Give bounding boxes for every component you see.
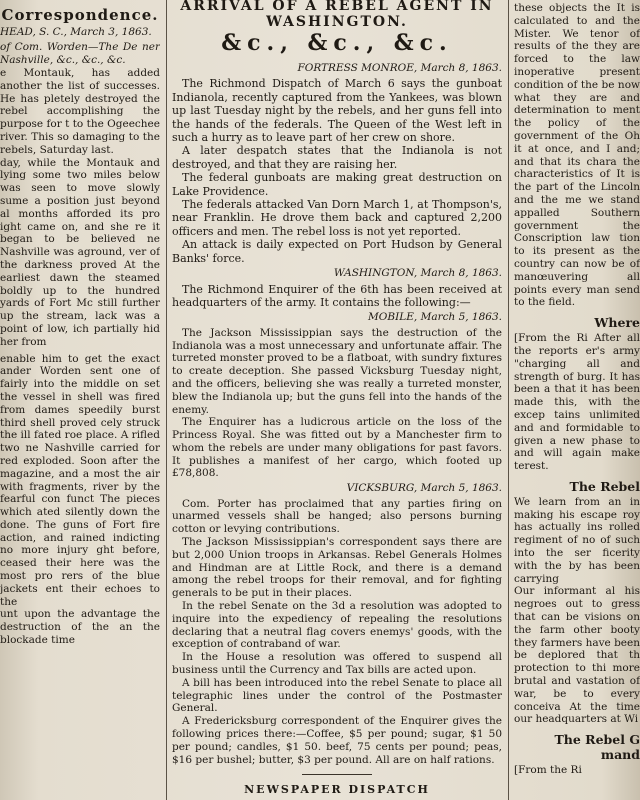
dateline: MOBILE, March 5, 1863.: [368, 311, 502, 324]
right-column: [514, 0, 640, 800]
dateline: VICKSBURG, March 5, 1863.: [346, 482, 502, 495]
article-paragraph: The federals attacked Van Dorn March 1, at Thompson's, near Franklin. He drove them back and captured 2,200 officers and men. The rebel loss is not yet reported.: [172, 198, 502, 238]
dateline: WASHINGTON, March 8, 1863.: [333, 267, 502, 280]
article-paragraph: An attack is daily expected on Port Hudson by General Banks' force.: [172, 238, 502, 265]
article-paragraph: A bill has been introduced into the rebel Senate to place all telegraphic lines under the control of the Postmaster General.: [172, 676, 502, 715]
correspondence-heading: Correspondence.: [1, 6, 159, 24]
left-column: [0, 0, 160, 800]
where-heading: Where: [594, 315, 640, 331]
article-paragraph: We learn from an in making his escape roy has actually ins rolled regiment of no of such into the ser ficerity with the by has been carrying: [514, 495, 640, 585]
article-paragraph: A later despatch states that the Indianola is not destroyed, and that they are raising her.: [172, 144, 502, 171]
article-paragraph: The Richmond Enquirer of the 6th has been received at headquarters of the army. It contains the following:—: [172, 282, 502, 309]
article-paragraph: of Com. Worden—The De ner Nashville, &c., &c., &c.: [0, 41, 160, 67]
article-paragraph: [From the Ri After all the reports er's army "charging all and strength of burg. It has been a that it has been made this, with the excep tains unlimited and and formidable to given a new phase to and will again make terest.: [514, 332, 640, 473]
middle-column: [172, 0, 502, 800]
article-paragraph: A Fredericksburg correspondent of the Enquirer gives the following prices there:—Coffee, $5 per pound; sugar, $1 50 per pound; candles, $1 50. beef, 75 cents per pound; peas, $16 per bushel; butter, $3 per pound. All are on half rations.: [172, 715, 502, 766]
article-paragraph: unt upon the advantage the destruction of the an the blockade time: [0, 608, 160, 647]
article-paragraph: e Montauk, has added another the list of successes. He has pletely destroyed the rebel accomplishing the purpose for t to the Ogeechee river. This so damaging to the rebels, Saturday last.: [0, 67, 160, 156]
rebel-command-heading: The Rebel G mand: [554, 732, 640, 763]
article-paragraph: The Richmond Dispatch of March 6 says the gunboat Indianola, recently captured from the Yankees, was blown up last Tuesday night by the rebels, and her guns fell into the hands of the federals. The Queen of the West left in such a hurry as to leave part of her crew on shore.: [172, 77, 502, 145]
article-paragraph: enable him to get the exact ander Worden sent one of fairly into the middle on set the vessel in shell was fired from dames speedily burst third shell proved cely struck the ill fated roe place. A rifled two ne Nashville carried for red exploded. Soon after the magazine, and a most the air with fragments, river by the fearful con funct The pieces which ated silently down the done. The guns of Fort fire action, and rained indicting no more injury ght before, ceased their here was the most pro rers of the blue jackets ent their echoes to the: [0, 352, 160, 608]
article-paragraph: Com. Porter has proclaimed that any parties firing on unarmed vessels shall be hanged; also persons burning cotton or levying contributions.: [172, 497, 502, 536]
article-paragraph: [From the Ri: [514, 764, 582, 777]
article-paragraph: The federal gunboats are making great destruction on Lake Providence.: [172, 171, 502, 198]
article-paragraph: In the House a resolution was offered to suspend all business until the Currency and Tax bills are acted upon.: [172, 651, 502, 677]
section-divider: [302, 774, 372, 775]
dateline: HEAD, S. C., March 3, 1863.: [0, 26, 152, 38]
arrival-heading: ARRIVAL OF A REBEL AGENT IN WASHINGTON.: [180, 0, 494, 30]
article-paragraph: The Enquirer has a ludicrous article on the loss of the Princess Royal. She was fitted out by a Manchester firm to whom the rebels are under many obligations for past favors. It publishes a manifest of her cargo, which footed up £78,808.: [172, 416, 502, 480]
etc-line: &c., &c., &c.: [221, 30, 453, 56]
column-rule: [508, 0, 509, 800]
article-paragraph: In the rebel Senate on the 3d a resolution was adopted to inquire into the expediency of repealing the resolutions declaring that a neutral flag covers enemys' goods, with the exception of contraband of war.: [172, 600, 502, 651]
column-rule: [166, 0, 167, 800]
article-paragraph: The Jackson Mississippian's correspondent says there are but 2,000 Union troops in Arkansas. Rebel Generals Holmes and Hindman are at Little Rock, and there is a demand among the rebel troops for their removal, and for fighting generals to be put in their places.: [172, 536, 502, 600]
dateline: FORTRESS MONROE, March 8, 1863.: [297, 62, 502, 74]
article-paragraph: The Jackson Mississippian says the destruction of the Indianola was a most unnecessary and unfortunate affair. The turreted monster proved to be a flatboat, with sundry fixtures to create deception. She passed Vicksburg Tuesday night, and the officers, believing she was really a turreted monster, blew the Indianola up; but the guns fell into the hands of the enemy.: [172, 326, 502, 416]
newspaper-dispatch-heading: NEWSPAPER DISPATCH: [244, 783, 430, 797]
rebel-heading: The Rebel: [569, 478, 640, 494]
article-paragraph: Our informant al his negroes out to gress that can be visions on the farm other booty they farmers have been be deplored that th protection to thi more brutal and vastation of war, be to every conceiva At the time our headquarters at Wi: [514, 585, 640, 726]
article-paragraph: these objects the It is calculated to and the Mister. We tenor of results of the they are forced to the law inoperative present condition of the be now what they are and determination to ment the policy of the government of the Oh it at once, and I and; and that its chara the characteristics of It is the part of the Lincoln and the me we stand appalled Southern government the Conscription law tion to its present as the country can now be of manœuvering all points every man send to the field.: [514, 2, 640, 309]
article-paragraph: day, while the Montauk and lying some two miles below was seen to move slowly sume a position just beyond al months afforded its pro ight came on, and she re it began to be believed ne Nashville was aground, ver of the darkness proved At the earliest dawn the steamed boldly up to the hundred yards of Fort Mc still further up the stream, lack was a point of low, ich partially hid her from: [0, 156, 160, 348]
